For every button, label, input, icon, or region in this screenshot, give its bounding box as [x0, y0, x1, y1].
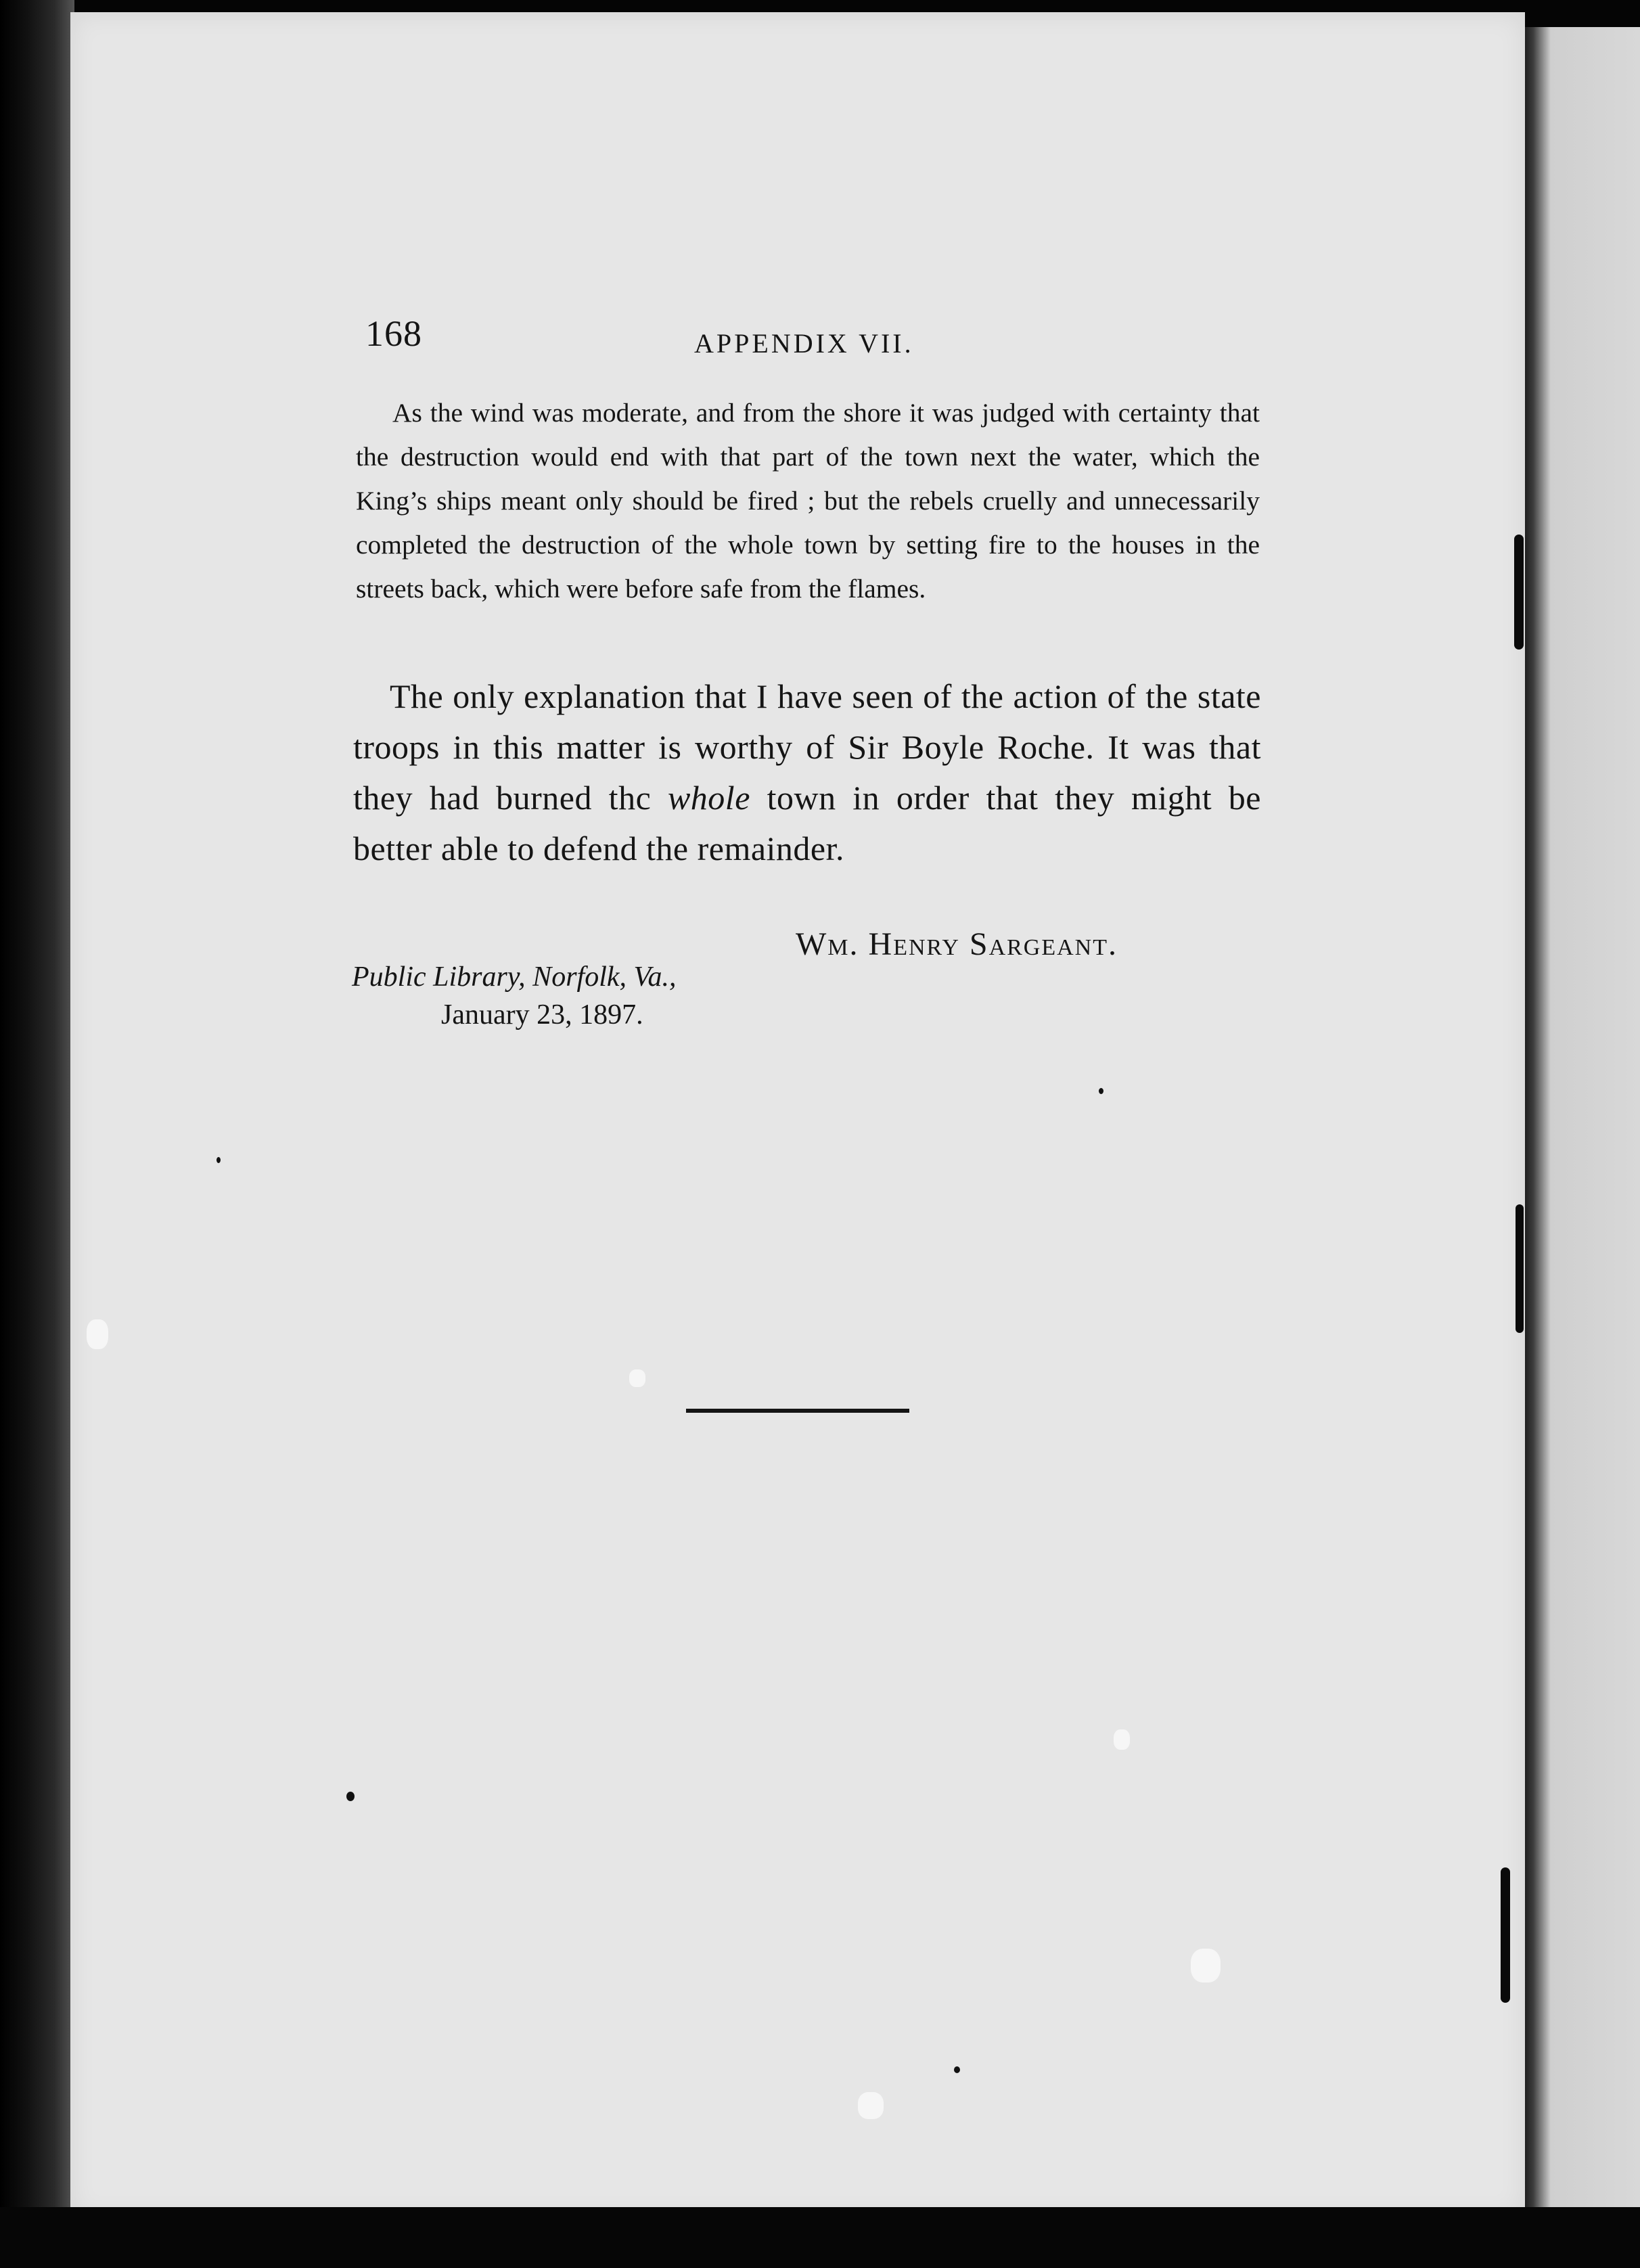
quoted-passage-text: As the wind was moderate, and from the shore it was judged with certainty that the destruction would end with that part of the town next the water, which the King’s ships meant only should be fired ; but the rebels cruelly and unnecessarily completed the destruction of the whole town by setting fire to the houses in the streets back, which were before safe from the flames. — [356, 398, 1260, 604]
page-number: 168 — [365, 313, 422, 354]
body-text-end: town in order that they might be better able to defend the remainder. — [353, 779, 1262, 867]
signature-date: January 23, 1897. — [441, 999, 643, 1030]
quoted-passage — [356, 391, 1260, 611]
spine-mark — [1501, 1867, 1510, 2003]
ink-speck — [954, 2066, 960, 2073]
author-signature: Wm. Henry Sargeant. — [796, 926, 1118, 962]
ink-speck — [1099, 1088, 1103, 1094]
spine-mark — [1514, 535, 1524, 650]
body-text-start: The only explanation that I have seen of the action of the state troops in this matter is worthy of Sir Boyle Roche. It was that they had burned thc — [353, 677, 1261, 817]
scan-bottom-edge — [0, 2207, 1640, 2268]
ink-speck — [346, 1792, 355, 1801]
paper-blemish — [858, 2092, 884, 2119]
body-paragraph-text — [353, 671, 1261, 874]
adjacent-page-edge — [1524, 27, 1640, 2246]
spine-mark — [1516, 1204, 1524, 1333]
running-head: APPENDIX VII. — [694, 328, 914, 359]
paper-blemish — [629, 1369, 645, 1387]
paper-blemish — [1114, 1729, 1130, 1750]
signature-place: Public Library, Norfolk, Va., — [352, 961, 677, 993]
book-binding-edge — [0, 0, 74, 2268]
paper-blemish — [1191, 1949, 1221, 1982]
paper-blemish — [87, 1319, 108, 1349]
body-paragraph — [353, 671, 1261, 874]
body-text-emphasis: whole — [667, 779, 750, 817]
end-rule — [686, 1409, 909, 1413]
ink-speck — [217, 1157, 221, 1163]
